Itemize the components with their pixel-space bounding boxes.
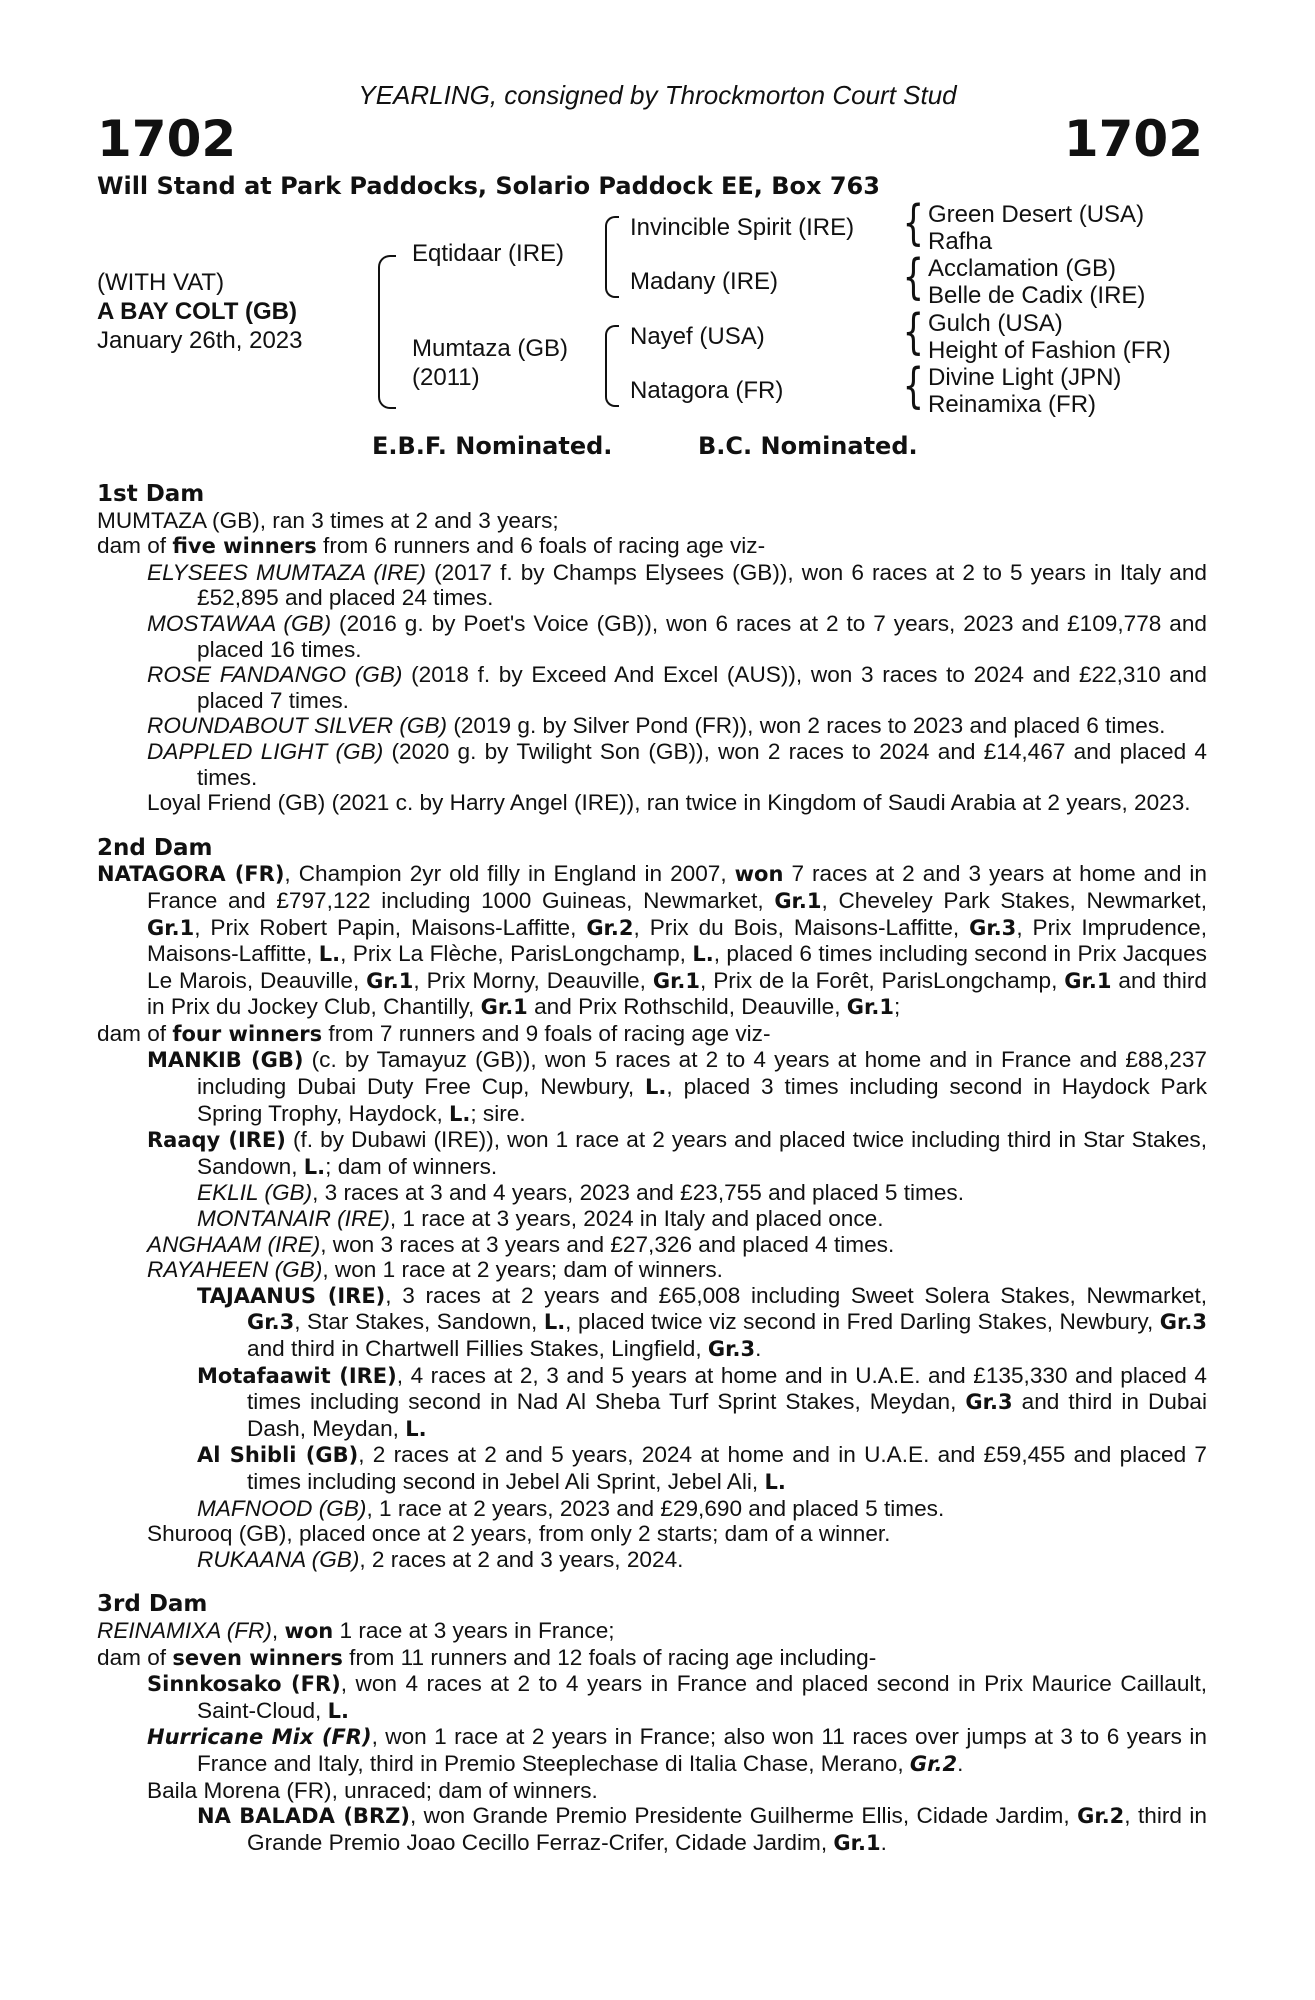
produce-entry: ELYSEES MUMTAZA (IRE) (2017 f. by Champs Elysees (GB)), won 6 races at 2 to 5 years in Italy and £52,895 and placed 24 times.: [147, 559, 1207, 611]
produce-entry: TAJAANUS (IRE), 3 races at 2 years and £65,008 including Sweet Solera Stakes, Newmarket, Gr.3, Star Stakes, Sandown, L., placed twice viz second in Fred Darling Stakes, Newbury, Gr.3 and third in Chartwell Fillies Stakes, Lingfield, Gr.3.: [197, 1282, 1207, 1361]
produce-entry: Raaqy (IRE) (f. by Dubawi (IRE)), won 1 race at 2 years and placed twice including third in Star Stakes, Sandown, L.; dam of winners.: [147, 1127, 1207, 1179]
pedigree-g8: Reinamixa (FR): [928, 391, 1097, 418]
produce-entry: MONTANAIR (IRE), 1 race at 3 years, 2024 in Italy and placed once.: [197, 1206, 884, 1232]
pedigree-g1: Green Desert (USA): [928, 201, 1145, 228]
pedigree-sire: Eqtidaar (IRE): [412, 240, 565, 267]
pedigree-g6: Height of Fashion (FR): [928, 337, 1171, 364]
second-dam-record: NATAGORA (FR), Champion 2yr old filly in England in 2007, won 7 races at 2 and 3 years at home and in France and £797,122 including 1000 Guineas, Newmarket, Gr.1, Cheveley Park Stakes, Newmarket, Gr.1, Prix Robert Papin, Maisons-Laffitte, Gr.2, Prix du Bois, Maisons-Laffitte, Gr.3, Prix Imprudence, Maisons-Laffitte, L., Prix La Flèche, ParisLongchamp, L., placed 6 times including second in Prix Jacques Le Marois, Deauville, Gr.1, Prix Morny, Deauville, Gr.1, Prix de la Forêt, ParisLongchamp, Gr.1 and third in Prix du Jockey Club, Chantilly, Gr.1 and Prix Rothschild, Deauville, Gr.1;: [97, 861, 1207, 1020]
produce-entry: Shurooq (GB), placed once at 2 years, from only 2 starts; dam of a winner.: [147, 1521, 891, 1547]
third-dam-produce: dam of seven winners from 11 runners and 12 foals of racing age including-: [97, 1644, 877, 1670]
produce-entry: Loyal Friend (GB) (2021 c. by Harry Angel (IRE)), ran twice in Kingdom of Saudi Arabia at 2 years, 2023.: [147, 790, 1191, 816]
vat-note: (WITH VAT): [97, 269, 225, 296]
brace-1: [378, 255, 396, 409]
brace-3b: {: [902, 249, 924, 305]
produce-entry: Sinnkosako (FR), won 4 races at 2 to 4 years in France and placed second in Prix Maurice Caillault, Saint-Cloud, L.: [147, 1671, 1207, 1723]
brace-3c: {: [902, 304, 924, 360]
produce-entry: EKLIL (GB), 3 races at 3 and 4 years, 2023 and £23,755 and placed 5 times.: [197, 1180, 965, 1206]
second-dam-heading: 2nd Dam: [97, 834, 213, 861]
pedigree-sire-dam: Madany (IRE): [630, 268, 779, 295]
first-dam-line: MUMTAZA (GB), ran 3 times at 2 and 3 years;: [97, 507, 559, 533]
ebf-nominated: E.B.F. Nominated.: [372, 432, 613, 460]
pedigree-dam-sire: Nayef (USA): [630, 323, 765, 350]
pedigree-g5: Gulch (USA): [928, 310, 1063, 337]
produce-entry: Hurricane Mix (FR), won 1 race at 2 years in France; also won 11 races over jumps at 3 to 6 years in France and Italy, third in Premio Steeplechase di Italia Chase, Merano, Gr.2.: [147, 1724, 1207, 1776]
lot-number-left: 1702: [97, 110, 237, 168]
pedigree-dam-year: (2011): [412, 364, 480, 391]
produce-entry: RUKAANA (GB), 2 races at 2 and 3 years, 2024.: [197, 1546, 684, 1572]
pedigree-sire-sire: Invincible Spirit (IRE): [630, 214, 855, 241]
pedigree-g4: Belle de Cadix (IRE): [928, 282, 1146, 309]
produce-entry: MOSTAWAA (GB) (2016 g. by Poet's Voice (GB)), won 6 races at 2 to 7 years, 2023 and £109,778 and placed 16 times.: [147, 610, 1207, 662]
produce-entry: RAYAHEEN (GB), won 1 race at 2 years; dam of winners.: [147, 1257, 723, 1283]
produce-entry: MAFNOOD (GB), 1 race at 2 years, 2023 and £29,690 and placed 5 times.: [197, 1495, 945, 1521]
produce-entry: DAPPLED LIGHT (GB) (2020 g. by Twilight Son (GB)), won 2 races to 2024 and £14,467 and placed 4 times.: [147, 738, 1207, 790]
first-dam-heading: 1st Dam: [97, 481, 205, 507]
pedigree-dam: Mumtaza (GB): [412, 335, 569, 362]
foaling-date: January 26th, 2023: [97, 327, 303, 354]
third-dam-heading: 3rd Dam: [97, 1591, 208, 1618]
produce-entry: ROSE FANDANGO (GB) (2018 f. by Exceed And Excel (AUS)), won 3 races to 2024 and £22,310 and placed 7 times.: [147, 662, 1207, 713]
brace-3d: {: [902, 358, 924, 414]
second-dam-produce: dam of four winners from 7 runners and 9 foals of racing age viz-: [97, 1020, 771, 1046]
produce-entry: ROUNDABOUT SILVER (GB) (2019 g. by Silver Pond (FR)), won 2 races to 2023 and placed 6 times.: [147, 713, 1166, 739]
lot-number-right: 1702: [1063, 110, 1203, 168]
produce-entry: Baila Morena (FR), unraced; dam of winners.: [147, 1777, 598, 1803]
third-dam-record: REINAMIXA (FR), won 1 race at 3 years in France;: [97, 1617, 615, 1643]
brace-2a: [605, 216, 619, 298]
stand-location: Will Stand at Park Paddocks, Solario Paddock EE, Box 763: [97, 172, 880, 200]
produce-entry: Al Shibli (GB), 2 races at 2 and 5 years, 2024 at home and in U.A.E. and £59,455 and placed 7 times including second in Jebel Ali Sprint, Jebel Ali, L.: [197, 1442, 1207, 1494]
pedigree-g7: Divine Light (JPN): [928, 364, 1122, 391]
produce-entry: MANKIB (GB) (c. by Tamayuz (GB)), won 5 races at 2 to 4 years at home and in France and £88,237 including Dubai Duty Free Cup, Newbury, L., placed 3 times including second in Haydock Park Spring Trophy, Haydock, L.; sire.: [147, 1047, 1207, 1126]
brace-2b: [605, 325, 619, 407]
pedigree-g2: Rafha: [928, 228, 993, 255]
horse-name: A BAY COLT (GB): [97, 298, 298, 325]
produce-entry: ANGHAAM (IRE), won 3 races at 3 years and £27,326 and placed 4 times.: [147, 1231, 895, 1257]
brace-3a: {: [902, 195, 924, 251]
bc-nominated: B.C. Nominated.: [698, 432, 918, 460]
consignment-line: YEARLING, consigned by Throckmorton Court Stud: [358, 80, 957, 110]
catalogue-body: [97, 482, 1207, 1856]
first-dam-produce: dam of five winners from 6 runners and 6 foals of racing age viz-: [97, 533, 766, 559]
produce-entry: Motafaawit (IRE), 4 races at 2, 3 and 5 years at home and in U.A.E. and £135,330 and placed 4 times including second in Nad Al Sheba Turf Sprint Stakes, Meydan, Gr.3 and third in Dubai Dash, Meydan, L.: [197, 1362, 1207, 1441]
pedigree-g3: Acclamation (GB): [928, 255, 1117, 282]
produce-entry: NA BALADA (BRZ), won Grande Premio Presidente Guilherme Ellis, Cidade Jardim, Gr.2, third in Grande Premio Joao Cecillo Ferraz-Crifer, Cidade Jardim, Gr.1.: [197, 1803, 1207, 1855]
pedigree-dam-dam: Natagora (FR): [630, 377, 784, 404]
